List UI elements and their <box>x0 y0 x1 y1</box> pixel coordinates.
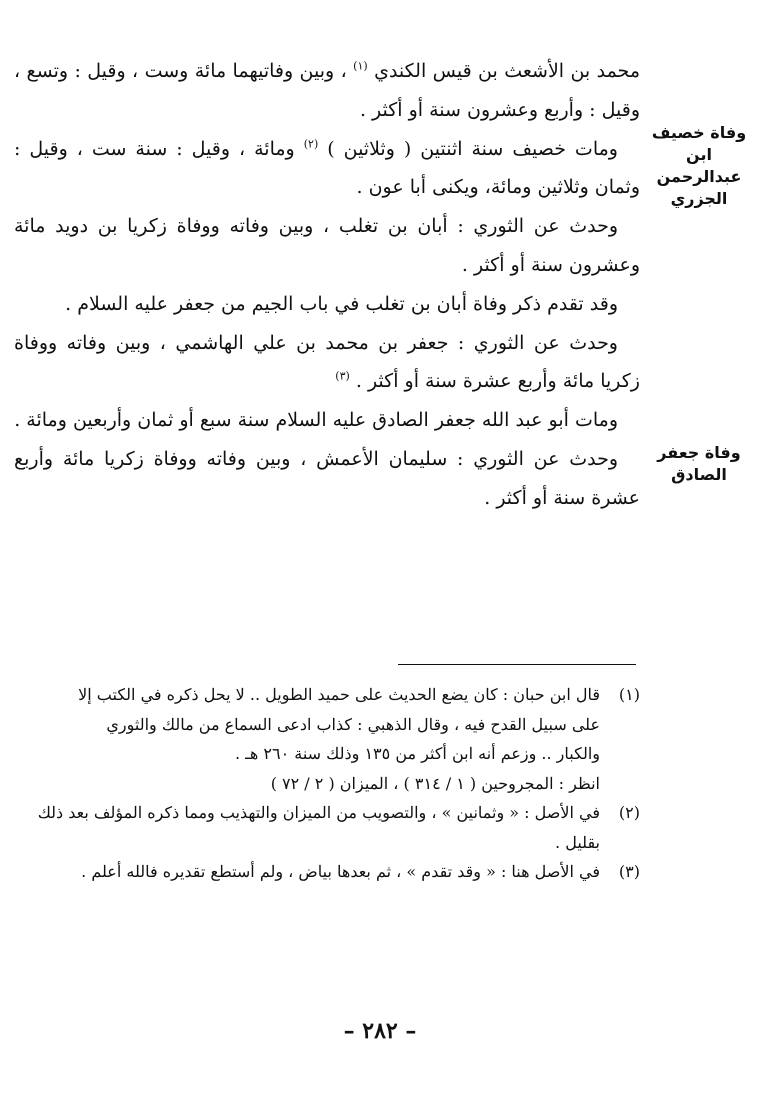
margin-note-line: ابن عبدالرحمن <box>656 145 742 186</box>
paragraph-7 <box>14 440 640 518</box>
footnote-line: في الأصل : « وثمانين » ، والتصويب من الميزان والتهذيب ومما ذكره المؤلف بعد ذلك <box>37 803 600 822</box>
footnote-3 <box>14 857 640 887</box>
page-number: – ٢٨٢ – <box>343 1018 417 1044</box>
text-line: وتسع ، وقيل : وأربع وعشرون سنة أو أكثر . <box>14 60 640 121</box>
footnote-number: (٣) <box>618 862 640 881</box>
paragraph-4 <box>14 285 640 324</box>
footnote-separator <box>398 664 636 665</box>
paragraph-5 <box>14 324 640 402</box>
text-line: ومائة ، وقيل : سنة ست ، <box>76 137 295 160</box>
text-line: وحدث عن الثوري : أبان بن تغلب ، وبين وفاته ووفاة زكريا بن دويد <box>55 215 618 238</box>
margin-note-line: وفاة خصيف <box>651 123 747 142</box>
footnote-line: انظر : المجروحين ( ١ / ٣١٤ ) ، الميزان ( ٢ / ٧٢ ) <box>270 773 600 793</box>
paragraph-2 <box>14 130 640 208</box>
text-line: وحدث عن الثوري : جعفر بن محمد بن علي الهاشمي ، وبين وفاته ووفاة <box>14 331 618 354</box>
text-line: محمد بن الأشعث بن قيس الكندي <box>374 60 641 82</box>
paragraph-1 <box>14 52 640 130</box>
margin-note-khusayf-death <box>644 122 754 210</box>
text-line: ، وبين وفاتيهما مائة وست ، وقيل : <box>74 60 347 82</box>
margin-note-jafar-death <box>644 442 754 486</box>
footnote-ref-3[interactable]: (٣) <box>335 370 350 384</box>
text-line: وقيل : وثمان وثلاثين ومائة، ويكنى أبا عون . <box>14 137 640 199</box>
text-line: وقد تقدم ذكر وفاة أبان بن تغلب في باب الجيم من جعفر عليه السلام . <box>65 292 618 315</box>
footnotes <box>14 680 640 887</box>
margin-note-line: وفاة جعفر <box>657 443 741 462</box>
footnote-2 <box>14 798 640 857</box>
text-line: ومائة . <box>14 409 67 432</box>
footnote-ref-2[interactable]: (٢) <box>303 137 319 151</box>
paragraph-3 <box>14 207 640 285</box>
footnote-number: (١) <box>618 685 640 704</box>
footnote-line: في الأصل هنا : « وقد تقدم » ، ثم بعدها بياض ، ولم أستطع تقديره فالله أعلم . <box>81 862 600 881</box>
footnote-1 <box>14 680 640 798</box>
text-line: ومات خصيف سنة اثنتين ( وثلاثين ) <box>327 137 618 160</box>
footnote-line: والكبار .. وزعم أنه ابن أكثر من ١٣٥ وذلك سنة ٢٦٠ هـ . <box>235 744 600 763</box>
text-line: مائة وعشرون سنة أو أكثر . <box>14 215 640 276</box>
footnote-ref-1[interactable]: (١) <box>353 59 368 73</box>
text-line: وحدث عن الثوري : سليمان الأعمش ، وبين وفاته ووفاة زكريا مائة <box>62 447 618 470</box>
paragraph-6 <box>14 401 640 440</box>
text-line: وأربع عشرة سنة أو أكثر . <box>14 447 640 509</box>
text-line: زكريا مائة وأربع عشرة سنة أو أكثر . <box>355 370 640 393</box>
text-line: ومات أبو عبد الله جعفر الصادق عليه السلام سنة سبع أو ثمان وأربعين <box>72 409 618 432</box>
main-text <box>14 52 640 518</box>
footnote-line: قال ابن حبان : كان يضع الحديث على حميد الطويل .. لا يحل ذكره في الكتب إلا <box>78 685 600 704</box>
margin-note-line: الصادق <box>671 465 727 484</box>
footnote-line: على سبيل القدح فيه ، وقال الذهبي : كذاب ادعى السماع من مالك والثوري <box>106 714 600 734</box>
footnote-line: بقليل . <box>555 832 600 852</box>
margin-note-line: الجزري <box>670 189 728 208</box>
footnote-number: (٢) <box>618 803 640 822</box>
